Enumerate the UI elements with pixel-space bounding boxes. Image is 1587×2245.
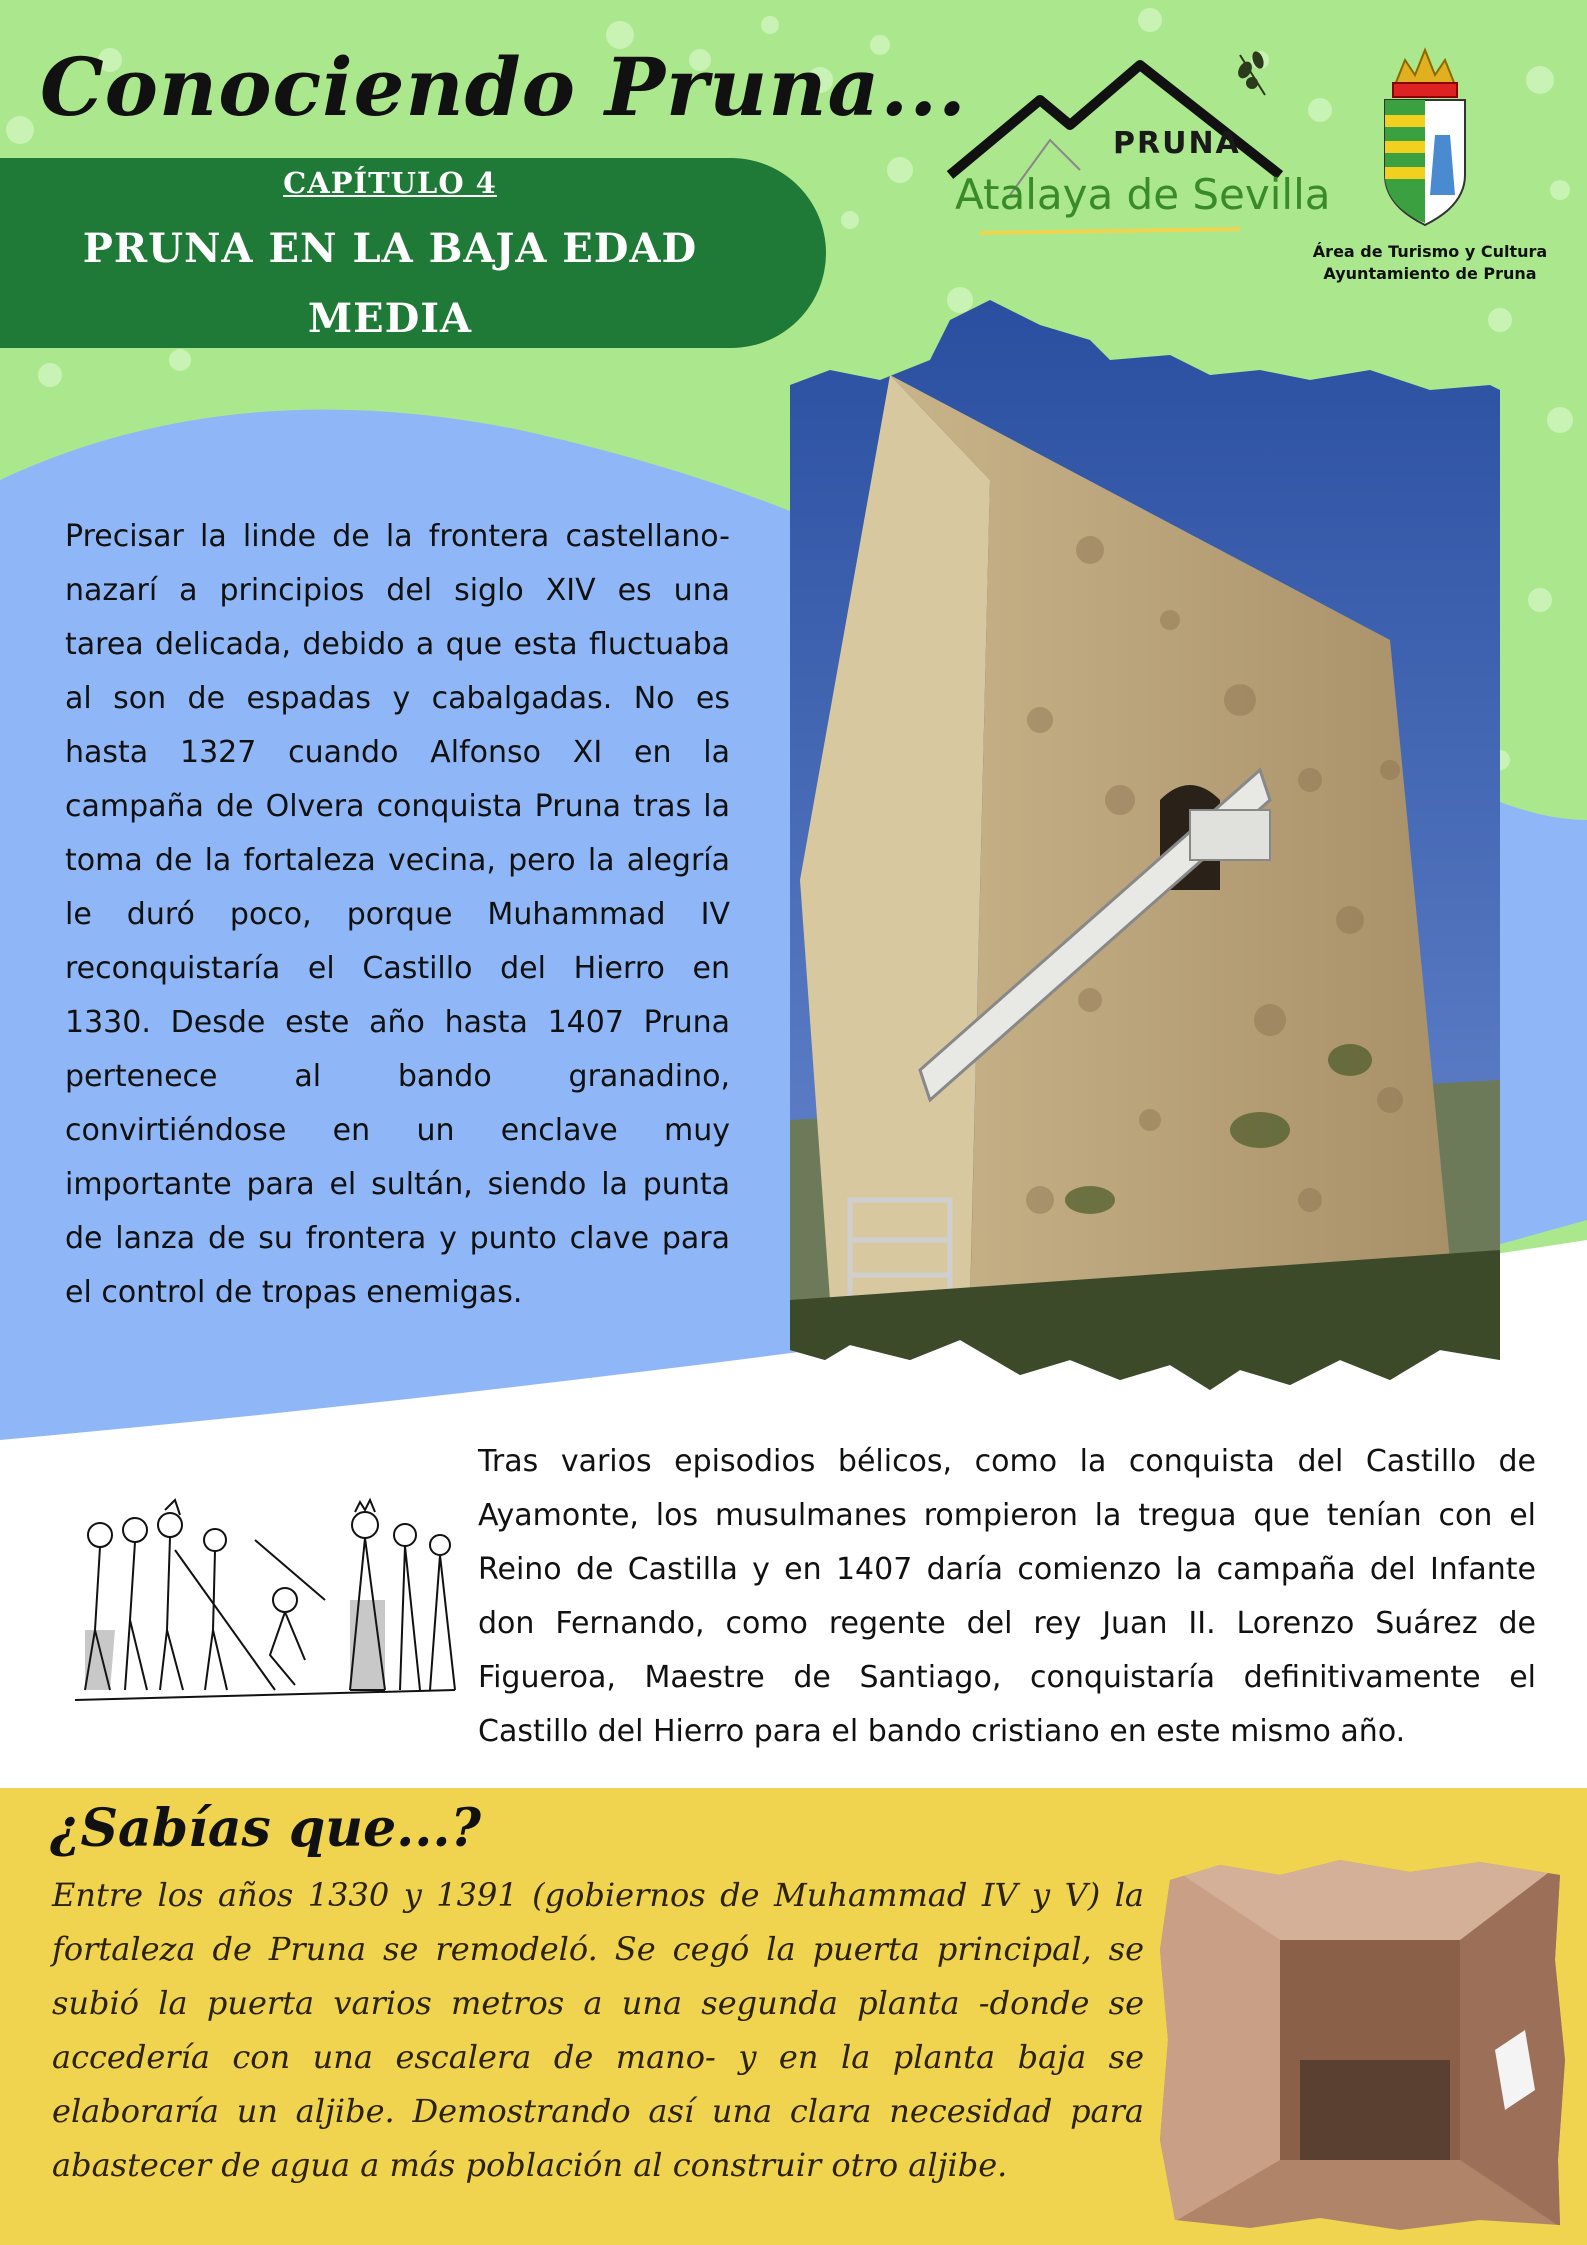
chapter-title: PRUNA EN LA BAJA EDAD MEDIA (82, 225, 698, 342)
coat-of-arms-icon (1375, 45, 1475, 230)
history-paragraph: Tras varios episodios bélicos, como la conquista del Castillo de Ayamonte, los musulmanes rompieron la tregua que tenían con el Reino de Castilla y en 1407 daría comienzo la campaña del Infante don Fernando, como regente del rey Juan II. Lorenzo Suárez de Figueroa, Maestre de Santiago, conquistaría definitivamente el Castillo del Hierro para el bando cristiano en este mismo año. (478, 1444, 1536, 1749)
logo-subtitle: Atalaya de Sevilla (955, 170, 1331, 219)
intro-paragraph: Precisar la linde de la frontera castellano-nazarí a principios del siglo XIV es una tarea delicada, debido a que esta fluctuaba al son de espadas y cabalgadas. No es hasta 1327 cuando Alfonso XI en la campaña de Olvera conquista Pruna tras la toma de la fortaleza vecina, pero la alegría le duró poco, porque Muhammad IV reconquistaría el Castillo del Hierro en 1330. Desde este año hasta 1407 Pruna pertenece al bando granadino, convirtiéndose en un enclave muy importante para el sultán, siendo la punta de lanza de su frontera y punto clave para el control de tropas enemigas. (65, 519, 730, 1310)
did-you-know-text: Entre los años 1330 y 1391 (gobiernos de Muhammad IV y V) la fortaleza de Pruna se remodeló. Se cegó la puerta principal, se subió la puerta varios metros a una segunda planta -donde se accedería con una escalera de mano- y en la planta baja se elaboraría un aljibe. Demostrando así una clara necesidad para abastecer de agua a más población al construir otro aljibe. (52, 1876, 1144, 2184)
castle-tower-photo (790, 300, 1500, 1390)
did-you-know-title: ¿Sabías que...? (50, 1798, 481, 1859)
logo-name: PRUNA (1113, 126, 1241, 161)
medieval-figures-illustration (55, 1480, 475, 1710)
page-title: Conociendo Pruna... (40, 40, 967, 134)
chapter-label: CAPÍTULO 4 (283, 166, 497, 200)
org-line-2: Ayuntamiento de Pruna (1323, 264, 1537, 283)
cistern-photo (1160, 1860, 1565, 2230)
organization-info (1305, 241, 1555, 285)
org-line-1: Área de Turismo y Cultura (1312, 242, 1548, 261)
